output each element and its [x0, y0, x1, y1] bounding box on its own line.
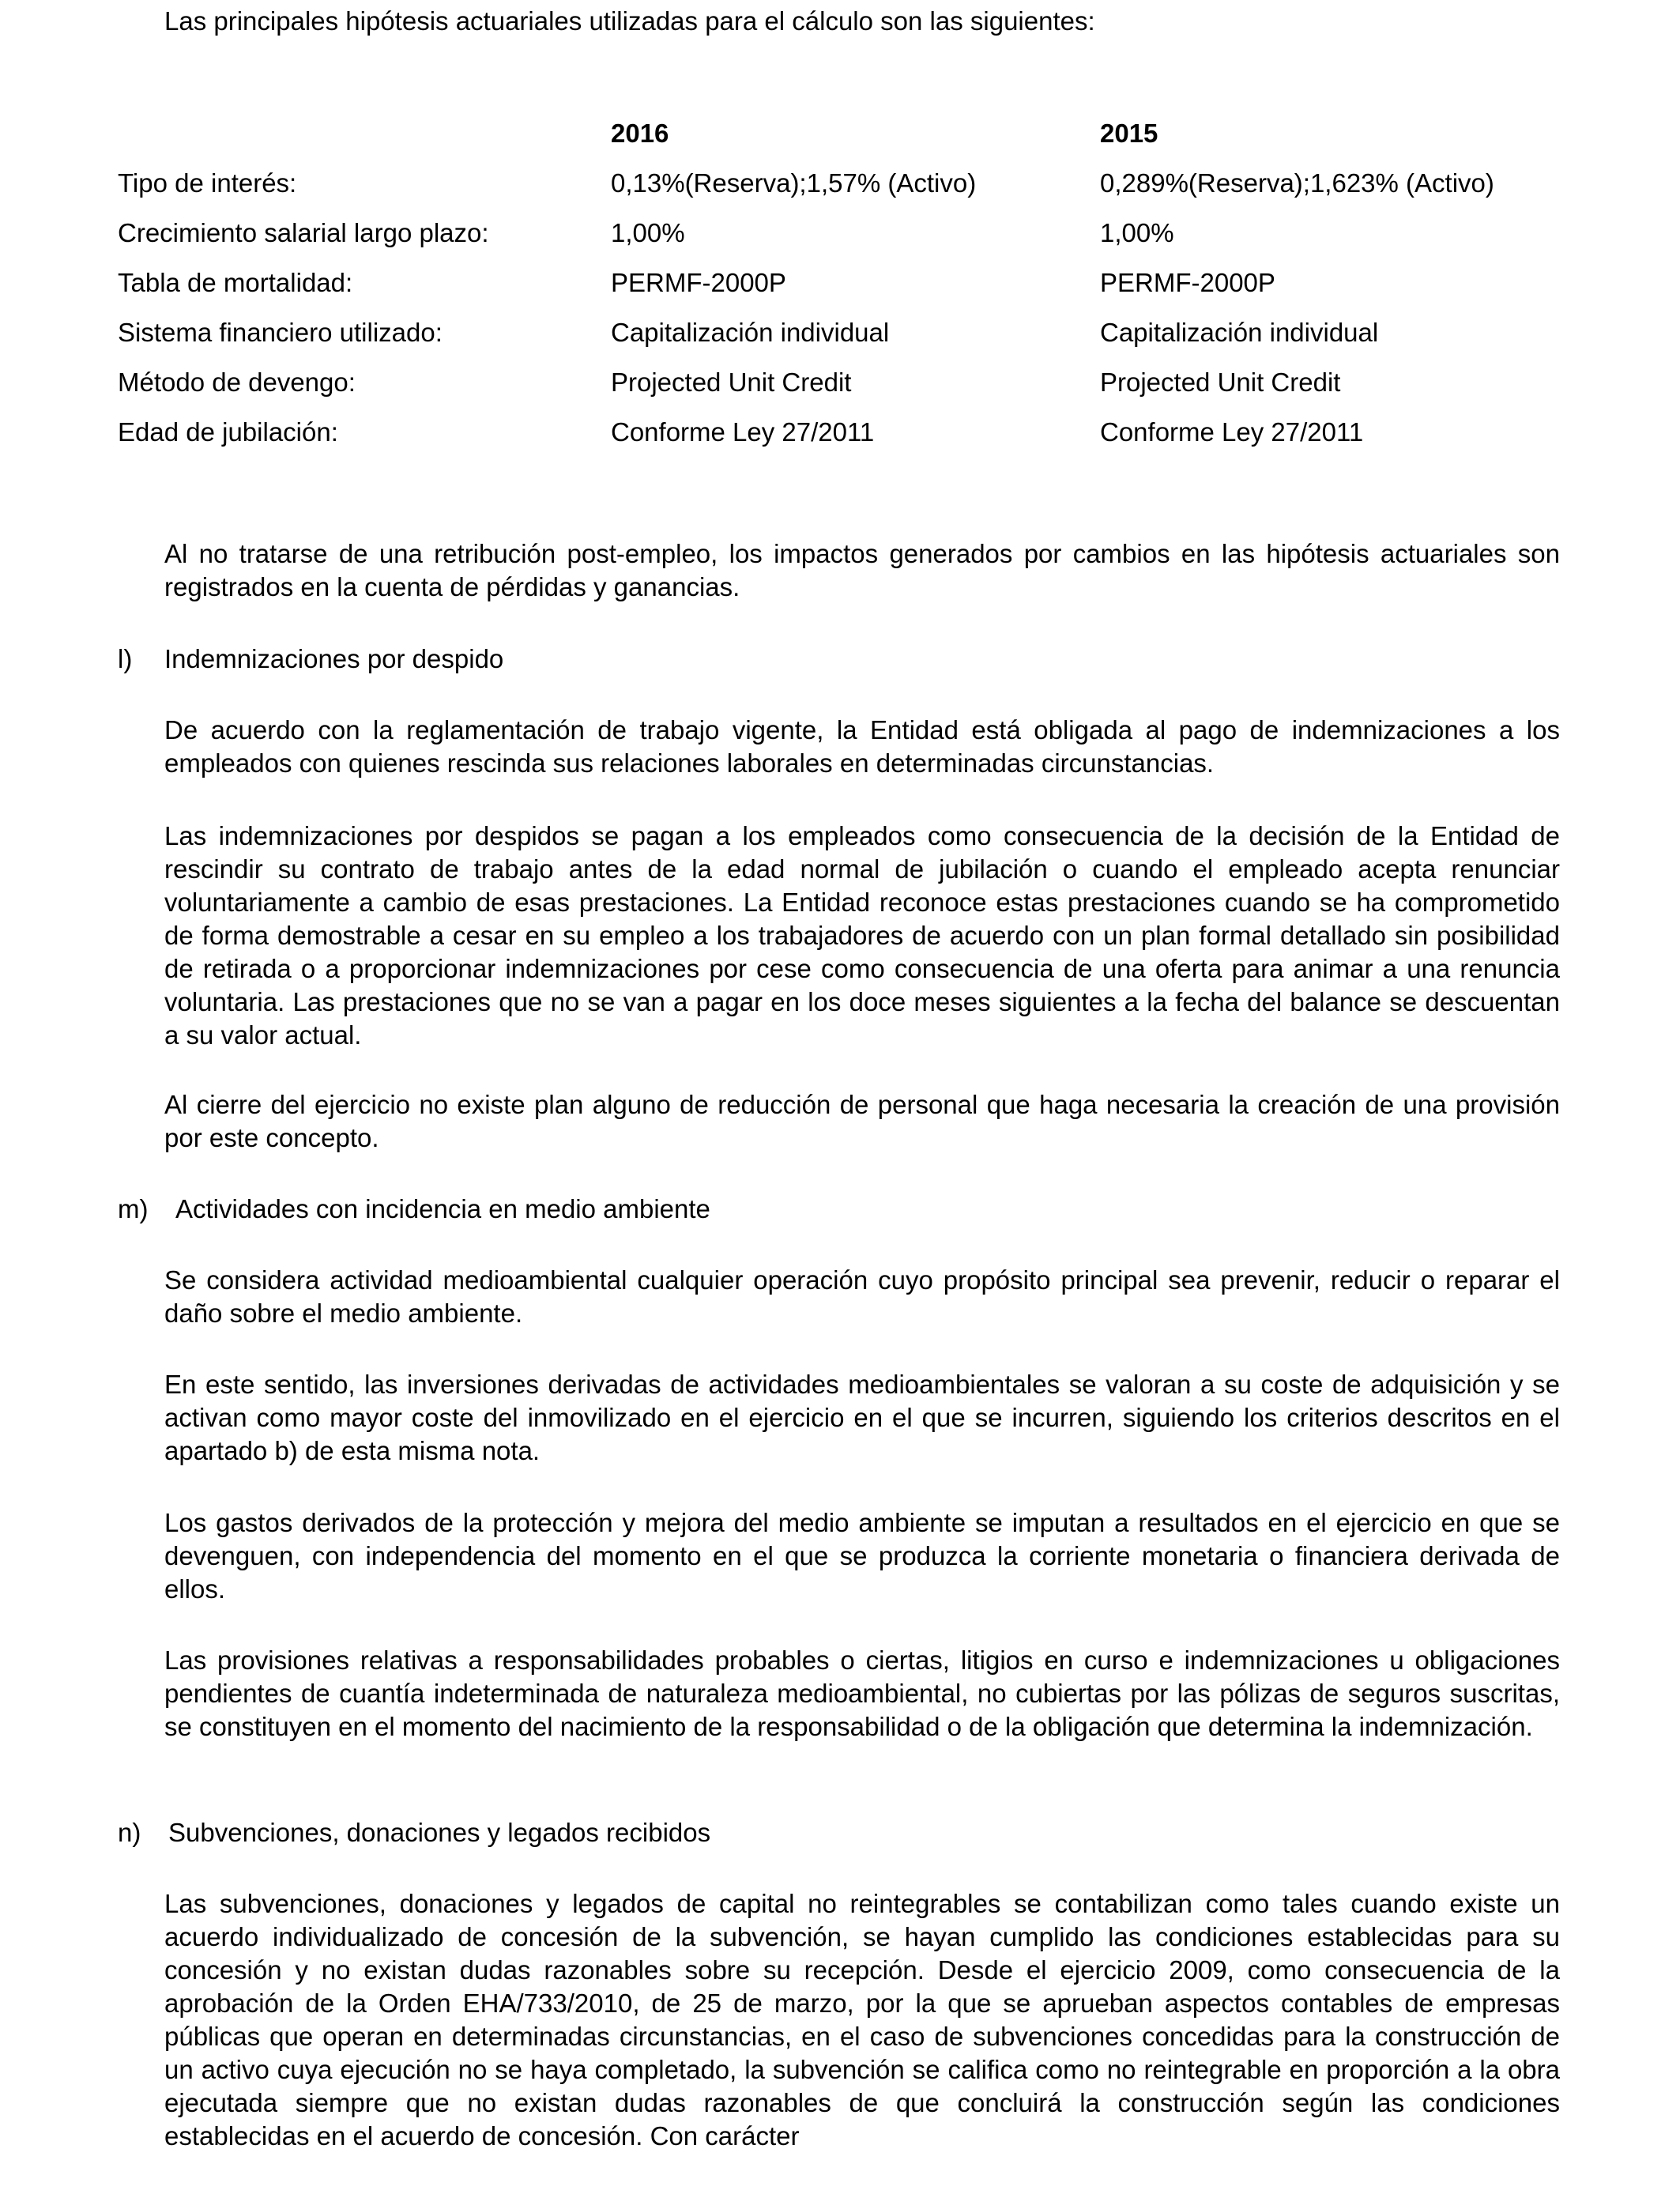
section-heading-m [118, 1193, 710, 1226]
table-header-row [118, 117, 1619, 167]
paragraph: Los gastos derivados de la protección y mejora del medio ambiente se imputan a resultados en el ejercicio en que se devenguen, con independencia del momento en el que se produzca la corriente monetaria o financiera derivada de ellos. [164, 1508, 1560, 1604]
row-value-2016: 1,00% [611, 218, 685, 247]
row-label: Sistema financiero utilizado: [118, 318, 443, 347]
paragraph: Se considera actividad medioambiental cualquier operación cuyo propósito principal sea prevenir, reducir o reparar el daño sobre el medio ambiente. [164, 1265, 1560, 1328]
table-header-2015: 2015 [1100, 119, 1158, 148]
row-label: Edad de jubilación: [118, 417, 338, 447]
intro-text: Las principales hipótesis actuariales utilizadas para el cálculo son las siguientes: [164, 6, 1095, 36]
section-title: Actividades con incidencia en medio ambiente [175, 1194, 710, 1223]
paragraph: Las provisiones relativas a responsabilidades probables o ciertas, litigios en curso e indemnizaciones u obligaciones pendientes de cuantía indeterminada de naturaleza medioambiental, no cubiertas por las pólizas de seguros suscritas, se constituyen en el momento del nacimiento de la responsabilidad o de la obligación que determina la indemnización. [164, 1646, 1560, 1741]
section-title: Indemnizaciones por despido [164, 644, 504, 673]
section-heading-l [118, 643, 503, 676]
table-row [118, 266, 1619, 316]
section-letter: n) [118, 1818, 141, 1847]
row-value-2015: Capitalización individual [1100, 318, 1379, 347]
section-letter: m) [118, 1194, 149, 1223]
section-title: Subvenciones, donaciones y legados recibidos [168, 1818, 711, 1847]
table-row [118, 217, 1619, 266]
paragraph: De acuerdo con la reglamentación de trabajo vigente, la Entidad está obligada al pago de indemnizaciones a los empleados con quienes rescinda sus relaciones laborales en determinadas circunstancias. [164, 715, 1560, 778]
row-label: Tabla de mortalidad: [118, 268, 353, 297]
row-label: Método de devengo: [118, 368, 356, 397]
row-value-2015: PERMF-2000P [1100, 268, 1275, 297]
row-value-2016: Projected Unit Credit [611, 368, 852, 397]
row-value-2015: Projected Unit Credit [1100, 368, 1341, 397]
row-label: Tipo de interés: [118, 168, 297, 198]
table-row [118, 416, 1619, 466]
row-value-2016: 0,13%(Reserva);1,57% (Activo) [611, 168, 977, 198]
table-row [118, 167, 1619, 217]
paragraph: Al cierre del ejercicio no existe plan alguno de reducción de personal que haga necesaria la creación de una provisión por este concepto. [164, 1090, 1560, 1152]
paragraph-impactos: Al no tratarse de una retribución post-empleo, los impactos generados por cambios en las hipótesis actuariales son registrados en la cuenta de pérdidas y ganancias. [164, 539, 1560, 601]
table-row [118, 366, 1619, 416]
row-value-2015: 0,289%(Reserva);1,623% (Activo) [1100, 168, 1494, 198]
actuarial-assumptions-table [118, 117, 1619, 466]
row-value-2016: PERMF-2000P [611, 268, 786, 297]
row-value-2015: Conforme Ley 27/2011 [1100, 417, 1364, 447]
table-header-2016: 2016 [611, 119, 669, 148]
row-value-2015: 1,00% [1100, 218, 1174, 247]
row-label: Crecimiento salarial largo plazo: [118, 218, 489, 247]
section-letter: l) [118, 644, 133, 673]
section-heading-n [118, 1816, 710, 1849]
paragraph: Las indemnizaciones por despidos se pagan a los empleados como consecuencia de la decisión de la Entidad de rescindir su contrato de trabajo antes de la edad normal de jubilación o cuando el empleado acepta renunciar voluntariamente a cambio de esas prestaciones. La Entidad reconoce estas prestaciones cuando se ha comprometido de forma demostrable a cesar en su empleo a los trabajadores de acuerdo con un plan formal detallado sin posibilidad de retirada o a proporcionar indemnizaciones por cese como consecuencia de una oferta para animar a una renuncia voluntaria. Las prestaciones que no se van a pagar en los doce meses siguientes a la fecha del balance se descuentan a su valor actual. [164, 821, 1560, 1050]
paragraph: En este sentido, las inversiones derivadas de actividades medioambientales se valoran a su coste de adquisición y se activan como mayor coste del inmovilizado en el ejercicio en el que se incurren, siguiendo los criterios descritos en el apartado b) de esta misma nota. [164, 1370, 1560, 1465]
row-value-2016: Capitalización individual [611, 318, 890, 347]
table-row [118, 316, 1619, 366]
paragraph: Las subvenciones, donaciones y legados de capital no reintegrables se contabilizan como tales cuando existe un acuerdo individualizado de concesión de la subvención, se hayan cumplido las condiciones establecidas para su concesión y no existan dudas razonables sobre su recepción. Desde el ejercicio 2009, como consecuencia de la aprobación de la Orden EHA/733/2010, de 25 de marzo, por la que se aprueban aspectos contables de empresas públicas que operan en determinadas circunstancias, en el caso de subvenciones concedidas para la construcción de un activo cuya ejecución no se haya completado, la subvención se califica como no reintegrable en proporción a la obra ejecutada siempre que no existan dudas razonables de que concluirá la construcción según las condiciones establecidas en el acuerdo de concesión. Con carácter [164, 1889, 1560, 2151]
row-value-2016: Conforme Ley 27/2011 [611, 417, 875, 447]
